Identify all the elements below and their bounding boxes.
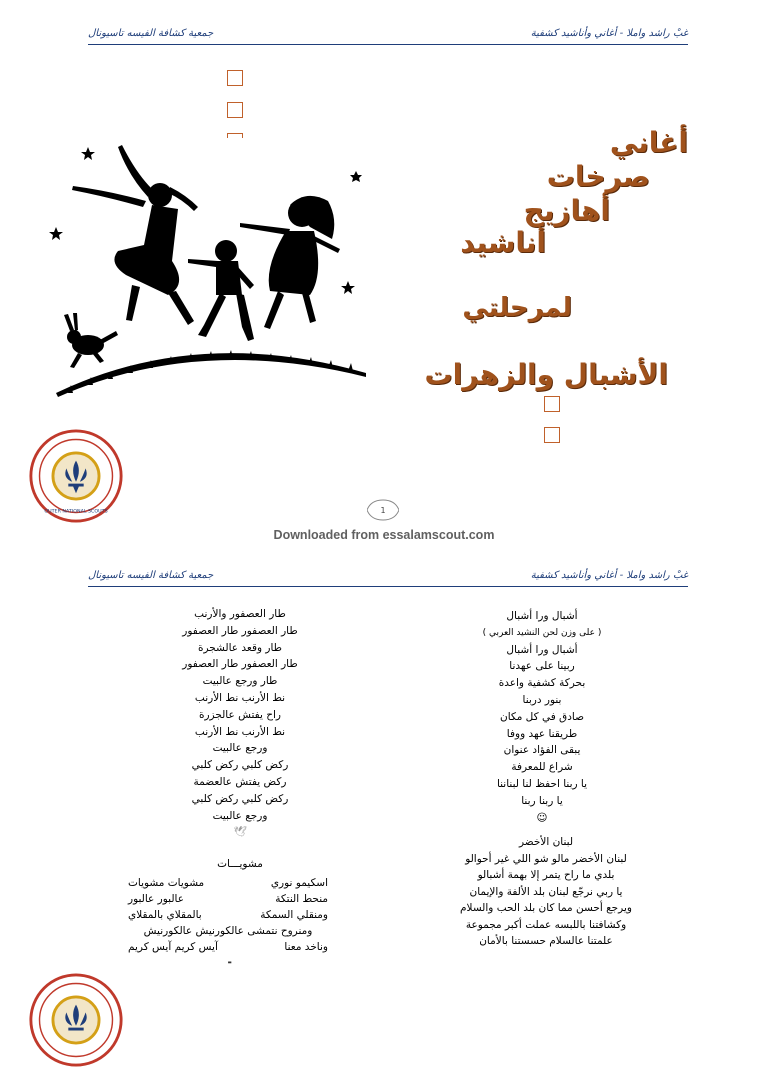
checkbox-square bbox=[544, 396, 560, 412]
poem-line: منحط النتكة bbox=[275, 893, 328, 905]
poem-line: يا ربي نرجّع لبنان بلد الألفة والإيمان bbox=[469, 885, 623, 898]
page-header bbox=[88, 568, 688, 587]
dove-icon: 🕊 bbox=[233, 826, 247, 839]
header-organization: جمعية كشافة الفيسه تاسيونال bbox=[88, 570, 214, 581]
poem-line: يبقى الفؤاد عنوان bbox=[503, 744, 581, 757]
download-source-text: Downloaded from essalamscout.com bbox=[273, 528, 495, 542]
smiley-icon: ☺ bbox=[536, 811, 548, 824]
svg-text:OUTER NATIONAL SCOUTS: OUTER NATIONAL SCOUTS bbox=[44, 509, 108, 515]
title-songs: أغاني bbox=[609, 126, 688, 159]
poem-line: ومنروح نتمشى عالكورنيش عالكورنيش bbox=[143, 925, 313, 937]
poem-bird-and-rabbit bbox=[150, 606, 330, 841]
poem-line: وناخد معنا bbox=[284, 941, 328, 953]
poem-subtitle: ( على وزن لحن النشيد العربي ) bbox=[482, 627, 602, 638]
poem-row bbox=[128, 939, 328, 955]
poem-title: لبنان الأخضر bbox=[518, 836, 574, 848]
dash-mark: ╺ bbox=[224, 957, 232, 969]
title-anthems: أناشيد bbox=[460, 226, 546, 259]
poem-line: وكشافتنا باللبسه عملت أكبر مجموعة bbox=[465, 918, 627, 931]
poem-line: عالبور عالبور bbox=[128, 893, 184, 905]
poem-line: أشبال ورا أشبال bbox=[506, 643, 578, 656]
page-number-badge bbox=[367, 498, 399, 522]
poem-ashbal bbox=[452, 608, 632, 826]
poem-line: صادق في كل مكان bbox=[499, 710, 584, 723]
poem-line: نط الأرنب نط الأرنب bbox=[194, 691, 286, 704]
poem-mashwiyat bbox=[128, 875, 328, 971]
poem-line: راح يفتش عالجزرة bbox=[198, 708, 282, 721]
poem-row bbox=[128, 907, 328, 923]
poem-line: ركض كلبي ركض كلبي bbox=[191, 792, 289, 805]
header-title: غبْ راشد واملا - أغاني وأناشيد كشفية bbox=[530, 28, 688, 39]
poem-line: علمتنا عالسلام حسستنا بالأمان bbox=[479, 935, 613, 947]
poem-line: شراع للمعرفة bbox=[511, 761, 573, 774]
title-cubs-and-brownies: الأشبال والزهرات bbox=[424, 358, 668, 391]
poem-line: ربينا على عهدنا bbox=[509, 660, 575, 673]
header-organization: جمعية كشافة الفيسه تاسيونال bbox=[88, 28, 214, 39]
poem-line: طار العصفور والأرنب bbox=[194, 608, 286, 620]
poem-line: بالمقلاي بالمقلاي bbox=[128, 909, 202, 921]
poem-line: بنور دربنا bbox=[522, 693, 562, 706]
poem-line: ورجع عالبيت bbox=[212, 742, 268, 755]
poem-row bbox=[128, 891, 328, 907]
dancing-children-silhouette bbox=[48, 135, 378, 400]
poem-line: ويرجع أحسن مما كان بلد الحب والسلام bbox=[460, 902, 632, 914]
title-ditties: أهازيج bbox=[523, 194, 610, 227]
document-page-2 bbox=[0, 568, 768, 1024]
poem-row bbox=[128, 955, 328, 971]
poem-line: ومنقلي السمكة bbox=[260, 909, 328, 921]
poem-title: مشويـــات bbox=[217, 858, 263, 870]
poem-line: آيس كريم آيس كريم bbox=[128, 941, 218, 953]
poem-line: بحركة كشفية واعدة bbox=[498, 677, 586, 690]
poem-line: يا ربنا احفظ لنا لبناننا bbox=[496, 777, 588, 790]
title-chants: صرخات bbox=[546, 160, 650, 193]
poem-line: اسكيمو نوري bbox=[270, 877, 328, 889]
poem-line: نط الأرنب نط الأرنب bbox=[194, 725, 286, 738]
poem-line: ورجع عالبيت bbox=[212, 809, 268, 822]
poem-line: طار العصفور طار العصفور bbox=[182, 658, 298, 671]
poem-line: يا ربنا ربنا bbox=[521, 794, 563, 807]
header-title: غبْ راشد واملا - أغاني وأناشيد كشفية bbox=[530, 570, 688, 581]
title-for-stages: لمرحلتي bbox=[462, 293, 572, 323]
poem-line: بلدي ما راح يتمر إلا بهمة أشبالو bbox=[477, 869, 615, 881]
svg-text:1: 1 bbox=[380, 506, 386, 515]
checkbox-square bbox=[227, 70, 243, 86]
checkbox-square bbox=[544, 427, 560, 443]
poem-line: ركض يفتش عالعضمة bbox=[193, 775, 287, 788]
checkbox-square bbox=[227, 102, 243, 118]
poem-row bbox=[128, 923, 328, 939]
poem-line: ركض كلبي ركض كلبي bbox=[191, 759, 289, 772]
poem-line: مشويات مشويات bbox=[128, 877, 205, 889]
poem-line: لبنان الأخضر مالو شو اللي غير أحوالو bbox=[465, 852, 627, 865]
poem-mashwiyat-title-wrap bbox=[180, 856, 300, 873]
poem-row bbox=[128, 875, 328, 891]
scout-association-seal bbox=[28, 972, 124, 1068]
scout-association-seal bbox=[28, 428, 124, 524]
poem-title: أشبال ورا أشبال bbox=[506, 610, 578, 622]
poem-line: طريقنا عهد ووفا bbox=[506, 727, 578, 740]
poem-green-lebanon bbox=[420, 834, 672, 950]
poem-line: طار العصفور طار العصفور bbox=[182, 624, 298, 637]
page-header bbox=[88, 26, 688, 45]
poem-line: طار وقعد عالشجرة bbox=[197, 641, 283, 654]
poem-line: طار ورجع عالبيت bbox=[202, 675, 278, 688]
